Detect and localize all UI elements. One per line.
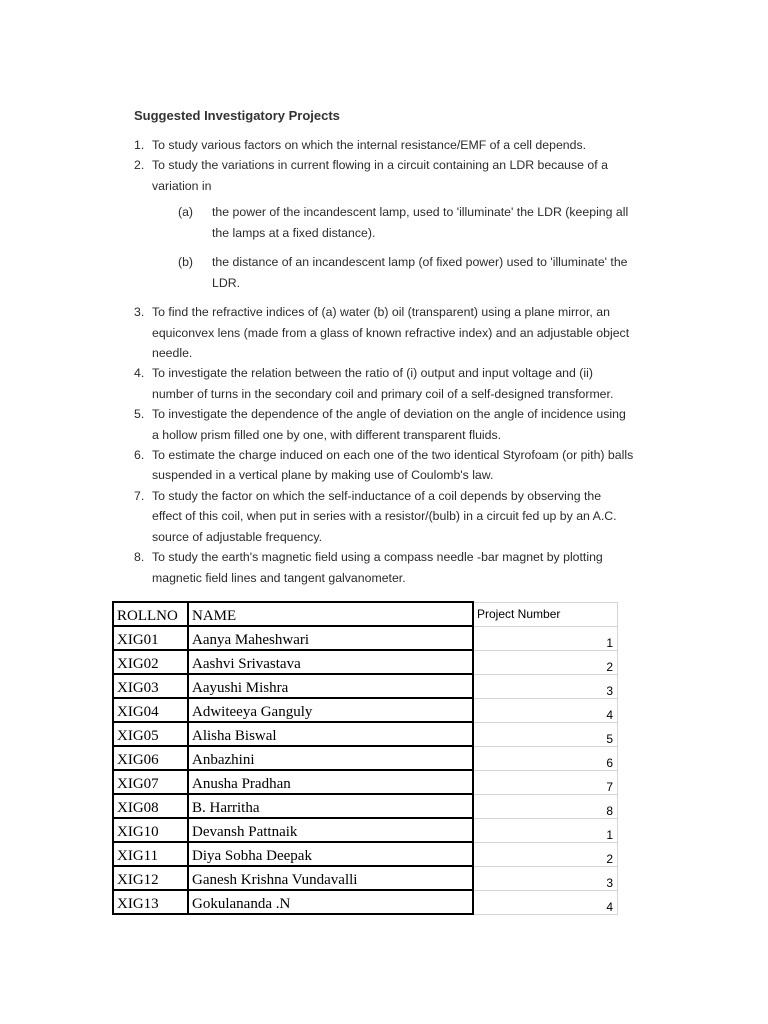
roll-cell: XIG04	[113, 698, 188, 722]
project-item	[134, 486, 634, 547]
project-item	[134, 135, 634, 155]
project-text: To study the earth's magnetic field using a compass needle -bar magnet by plotting magnetic field lines and tangent galvanometer.	[152, 550, 603, 585]
table-row	[113, 650, 618, 674]
subitem-text: the distance of an incandescent lamp (of fixed power) used to 'illuminate' the LDR.	[212, 255, 628, 291]
table-row	[113, 698, 618, 722]
table-row	[113, 866, 618, 890]
projects-list	[134, 135, 634, 588]
project-text: To study the variations in current flowing in a circuit containing an LDR because of a variation in	[152, 158, 608, 193]
roll-cell: XIG03	[113, 674, 188, 698]
name-cell: Aanya Maheshwari	[188, 626, 473, 650]
project-item	[134, 363, 634, 404]
name-cell: Aayushi Mishra	[188, 674, 473, 698]
name-cell: Anusha Pradhan	[188, 770, 473, 794]
name-cell: Aashvi Srivastava	[188, 650, 473, 674]
project-number: 2.	[134, 158, 145, 173]
project-item	[134, 547, 634, 588]
project-cell: 2	[473, 842, 618, 866]
header-rollno: ROLLNO	[113, 602, 188, 626]
roll-cell: XIG07	[113, 770, 188, 794]
project-subitem	[152, 252, 634, 294]
table-row	[113, 794, 618, 818]
roll-cell: XIG02	[113, 650, 188, 674]
table-row	[113, 746, 618, 770]
roll-cell: XIG11	[113, 842, 188, 866]
table-row	[113, 626, 618, 650]
project-cell: 7	[473, 770, 618, 794]
table-row	[113, 818, 618, 842]
roll-cell: XIG10	[113, 818, 188, 842]
roll-cell: XIG06	[113, 746, 188, 770]
project-text: To study the factor on which the self-inductance of a coil depends by observing the effect of this coil, when put in series with a resistor/(bulb) in a circuit fed up by an A.C. source of adjustable frequency.	[152, 488, 617, 544]
roll-cell: XIG08	[113, 794, 188, 818]
project-cell: 4	[473, 698, 618, 722]
project-number: 4.	[134, 366, 145, 381]
name-cell: B. Harritha	[188, 794, 473, 818]
roll-cell: XIG13	[113, 890, 188, 914]
table-row	[113, 890, 618, 914]
project-number: 6.	[134, 448, 145, 463]
project-cell: 4	[473, 890, 618, 914]
project-number: 7.	[134, 488, 145, 503]
name-cell: Adwiteeya Ganguly	[188, 698, 473, 722]
project-number: 5.	[134, 407, 145, 422]
name-cell: Devansh Pattnaik	[188, 818, 473, 842]
name-cell: Anbazhini	[188, 746, 473, 770]
subitem-text: the power of the incandescent lamp, used to 'illuminate' the LDR (keeping all the lamps at a fixed distance).	[212, 205, 629, 241]
project-cell: 8	[473, 794, 618, 818]
project-number: 1.	[134, 138, 145, 152]
table-row	[113, 770, 618, 794]
project-cell: 3	[473, 674, 618, 698]
projects-section	[134, 108, 634, 588]
roll-cell: XIG12	[113, 866, 188, 890]
project-cell: 1	[473, 626, 618, 650]
project-cell: 6	[473, 746, 618, 770]
table-row	[113, 722, 618, 746]
project-number: 3.	[134, 305, 145, 320]
header-name: NAME	[188, 602, 473, 626]
project-item	[134, 404, 634, 445]
subitem-label: (a)	[178, 205, 194, 220]
table-row	[113, 842, 618, 866]
project-subitem	[152, 202, 634, 244]
project-cell: 5	[473, 722, 618, 746]
roster-table	[112, 601, 618, 915]
project-item	[134, 445, 634, 486]
project-number: 8.	[134, 550, 145, 565]
header-project-number: Project Number	[473, 602, 618, 626]
project-text: To find the refractive indices of (a) water (b) oil (transparent) using a plane mirror, an equiconvex lens (made from a glass of known refractive index) and an adjustable object needle.	[152, 305, 630, 361]
name-cell: Alisha Biswal	[188, 722, 473, 746]
table-header-row	[113, 602, 618, 626]
project-text: To investigate the relation between the ratio of (i) output and input voltage and (ii) number of turns in the secondary coil and primary coil of a self-designed transformer.	[152, 366, 614, 401]
table-row	[113, 674, 618, 698]
project-cell: 3	[473, 866, 618, 890]
project-text: To estimate the charge induced on each one of the two identical Styrofoam (or pith) balls suspended in a vertical plane by making use of Coulomb's law.	[152, 448, 634, 483]
project-item	[134, 302, 634, 363]
name-cell: Diya Sobha Deepak	[188, 842, 473, 866]
projects-heading: Suggested Investigatory Projects	[134, 108, 340, 123]
roll-cell: XIG01	[113, 626, 188, 650]
subitem-label: (b)	[178, 255, 194, 270]
project-text: To study various factors on which the internal resistance/EMF of a cell depends.	[152, 138, 587, 152]
project-cell: 2	[473, 650, 618, 674]
name-cell: Gokulananda .N	[188, 890, 473, 914]
project-item	[134, 155, 634, 294]
project-cell: 1	[473, 818, 618, 842]
project-text: To investigate the dependence of the angle of deviation on the angle of incidence using a hollow prism filled one by one, with different transparent fluids.	[152, 407, 626, 442]
roll-cell: XIG05	[113, 722, 188, 746]
name-cell: Ganesh Krishna Vundavalli	[188, 866, 473, 890]
